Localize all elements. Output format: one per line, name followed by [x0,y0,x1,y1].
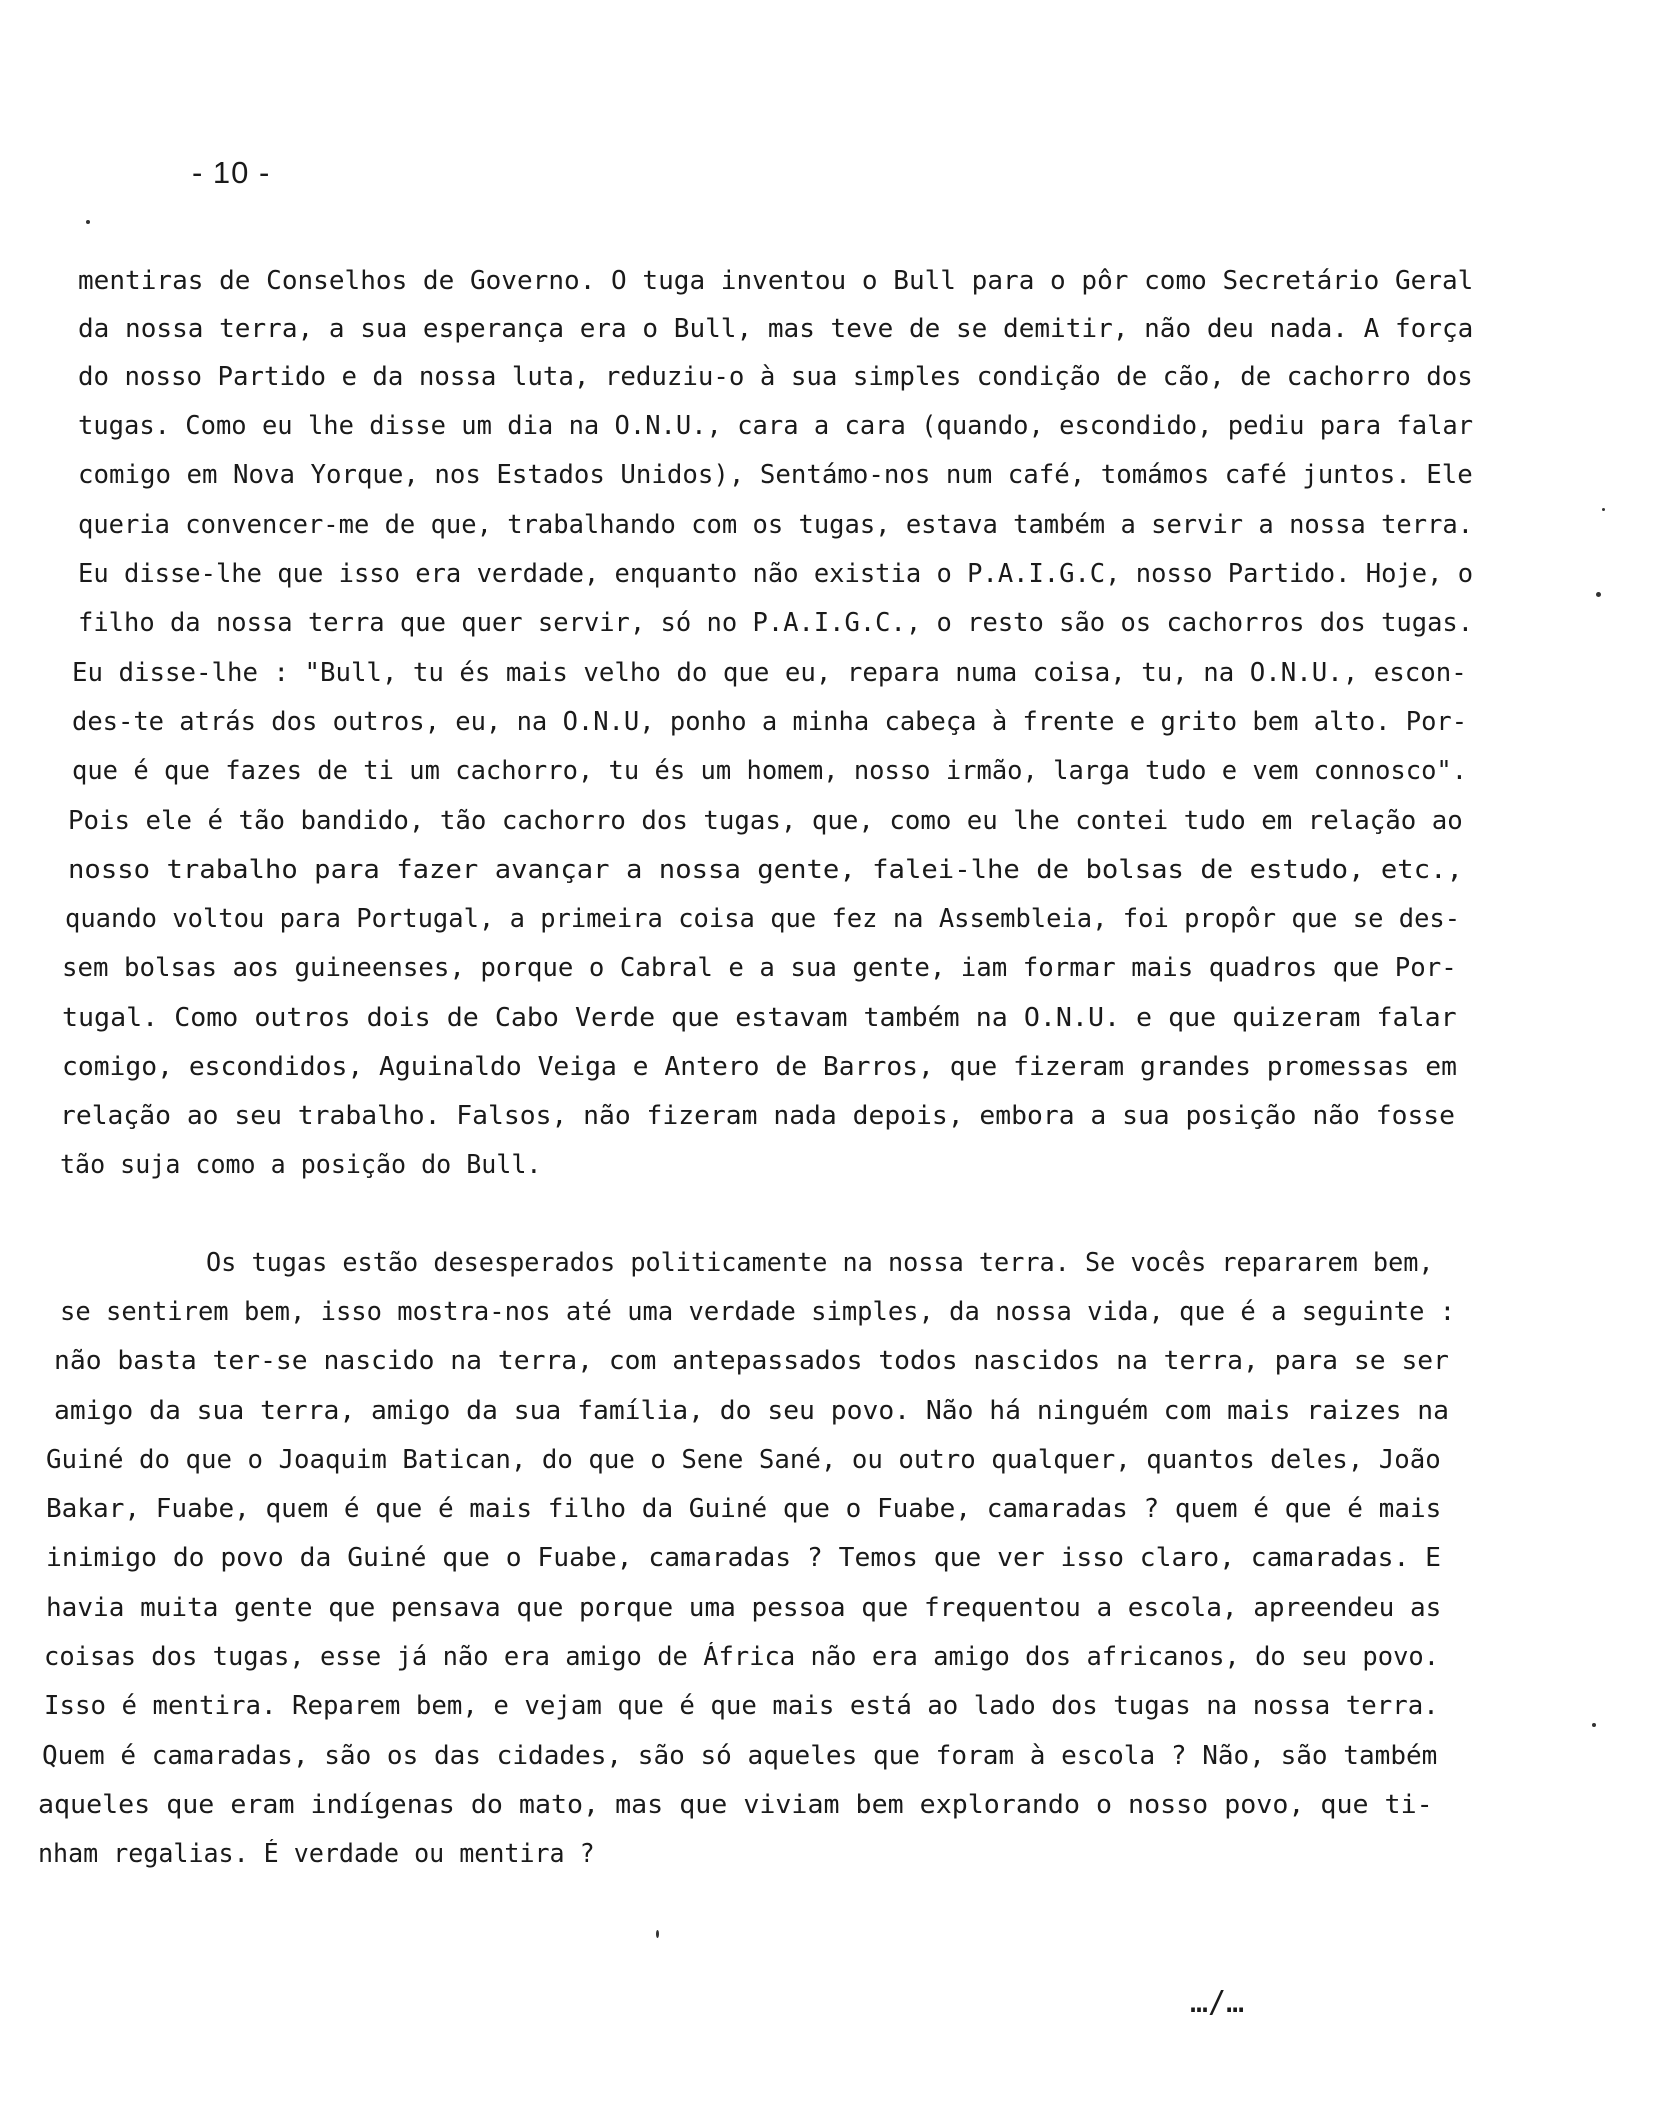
text-line: quando voltou para Portugal, a primeira coisa que fez na Assembleia, foi propôr que se des- [65,904,1461,934]
text-line: coisas dos tugas, esse já não era amigo de África não era amigo dos africanos, do seu povo. [44,1642,1440,1672]
text-line: comigo, escondidos, Aguinaldo Veiga e Antero de Barros, que fizeram grandes promessas em [62,1052,1458,1082]
text-line: des-te atrás dos outros, eu, na O.N.U, ponho a minha cabeça à frente e grito bem alto. Por- [72,707,1468,737]
text-line: Guiné do que o Joaquim Batican, do que o Sene Sané, ou outro qualquer, quantos deles, João [46,1445,1441,1475]
scan-speck [1602,508,1605,511]
scan-speck [1592,1723,1596,1727]
text-line: Bakar, Fuabe, quem é que é mais filho da Guiné que o Fuabe, camaradas ? quem é que é mais [46,1494,1442,1524]
text-line: Pois ele é tão bandido, tão cachorro dos tugas, que, como eu lhe contei tudo em relação ao [68,806,1463,836]
text-line: queria convencer-me de que, trabalhando com os tugas, estava também a servir a nossa terra. [78,510,1474,540]
text-line: Os tugas estão desesperados politicamente na nossa terra. Se vocês repararem bem, [206,1248,1434,1278]
text-line: mentiras de Conselhos de Governo. O tuga inventou o Bull para o pôr como Secretário Geral [78,266,1474,296]
text-line: Quem é camaradas, são os das cidades, são só aqueles que foram à escola ? Não, são também [42,1741,1438,1771]
text-line: filho da nossa terra que quer servir, só no P.A.I.G.C., o resto são os cachorros dos tugas. [78,608,1474,638]
text-line: Eu disse-lhe que isso era verdade, enquanto não existia o P.A.I.G.C, nosso Partido. Hoje, o [78,559,1474,589]
text-line: relação ao seu trabalho. Falsos, não fizeram nada depois, embora a sua posição não fosse [60,1101,1456,1131]
scan-speck [656,1930,659,1938]
text-line: do nosso Partido e da nossa luta, reduziu-o à sua simples condição de cão, de cachorro dos [78,362,1473,392]
text-line: Eu disse-lhe : "Bull, tu és mais velho do que eu, repara numa coisa, tu, na O.N.U., escon- [72,658,1467,688]
scan-speck [1596,592,1601,597]
text-line: inimigo do povo da Guiné que o Fuabe, camaradas ? Temos que ver isso claro, camaradas. E [46,1543,1442,1573]
text-line: nham regalias. É verdade ou mentira ? [38,1839,595,1869]
text-line: que é que fazes de ti um cachorro, tu és um homem, nosso irmão, larga tudo e vem connosco". [72,756,1468,786]
text-line: sem bolsas aos guineenses, porque o Cabral e a sua gente, iam formar mais quadros que Por- [62,953,1457,983]
text-line: aqueles que eram indígenas do mato, mas que viviam bem explorando o nosso povo, que ti- [38,1790,1433,1820]
text-line: tão suja como a posição do Bull. [60,1150,542,1180]
text-line: havia muita gente que pensava que porque uma pessoa que frequentou a escola, apreendeu as [46,1593,1442,1623]
text-line: se sentirem bem, isso mostra-nos até uma verdade simples, da nossa vida, que é a seguinte : [60,1297,1456,1327]
page-number: - 10 - [192,155,271,190]
text-line: não basta ter-se nascido na terra, com antepassados todos nascidos na terra, para se ser [54,1346,1450,1376]
text-line: Isso é mentira. Reparem bem, e vejam que é que mais está ao lado dos tugas na nossa terra. [44,1691,1439,1721]
text-line: nosso trabalho para fazer avançar a nossa gente, falei-lhe de bolsas de estudo, etc., [68,855,1463,885]
text-line: amigo da sua terra, amigo da sua família, do seu povo. Não há ninguém com mais raizes na [54,1396,1450,1426]
text-line: comigo em Nova Yorque, nos Estados Unidos), Sentámo-nos num café, tomámos café juntos. Ele [78,460,1473,490]
scan-speck [86,220,90,224]
text-line: da nossa terra, a sua esperança era o Bull, mas teve de se demitir, não deu nada. A força [78,314,1474,344]
text-line: tugas. Como eu lhe disse um dia na O.N.U., cara a cara (quando, escondido, pediu para falar [78,411,1474,441]
continuation-mark: …/… [1190,1985,1245,2020]
text-line: tugal. Como outros dois de Cabo Verde que estavam também na O.N.U. e que quizeram falar [62,1003,1457,1033]
